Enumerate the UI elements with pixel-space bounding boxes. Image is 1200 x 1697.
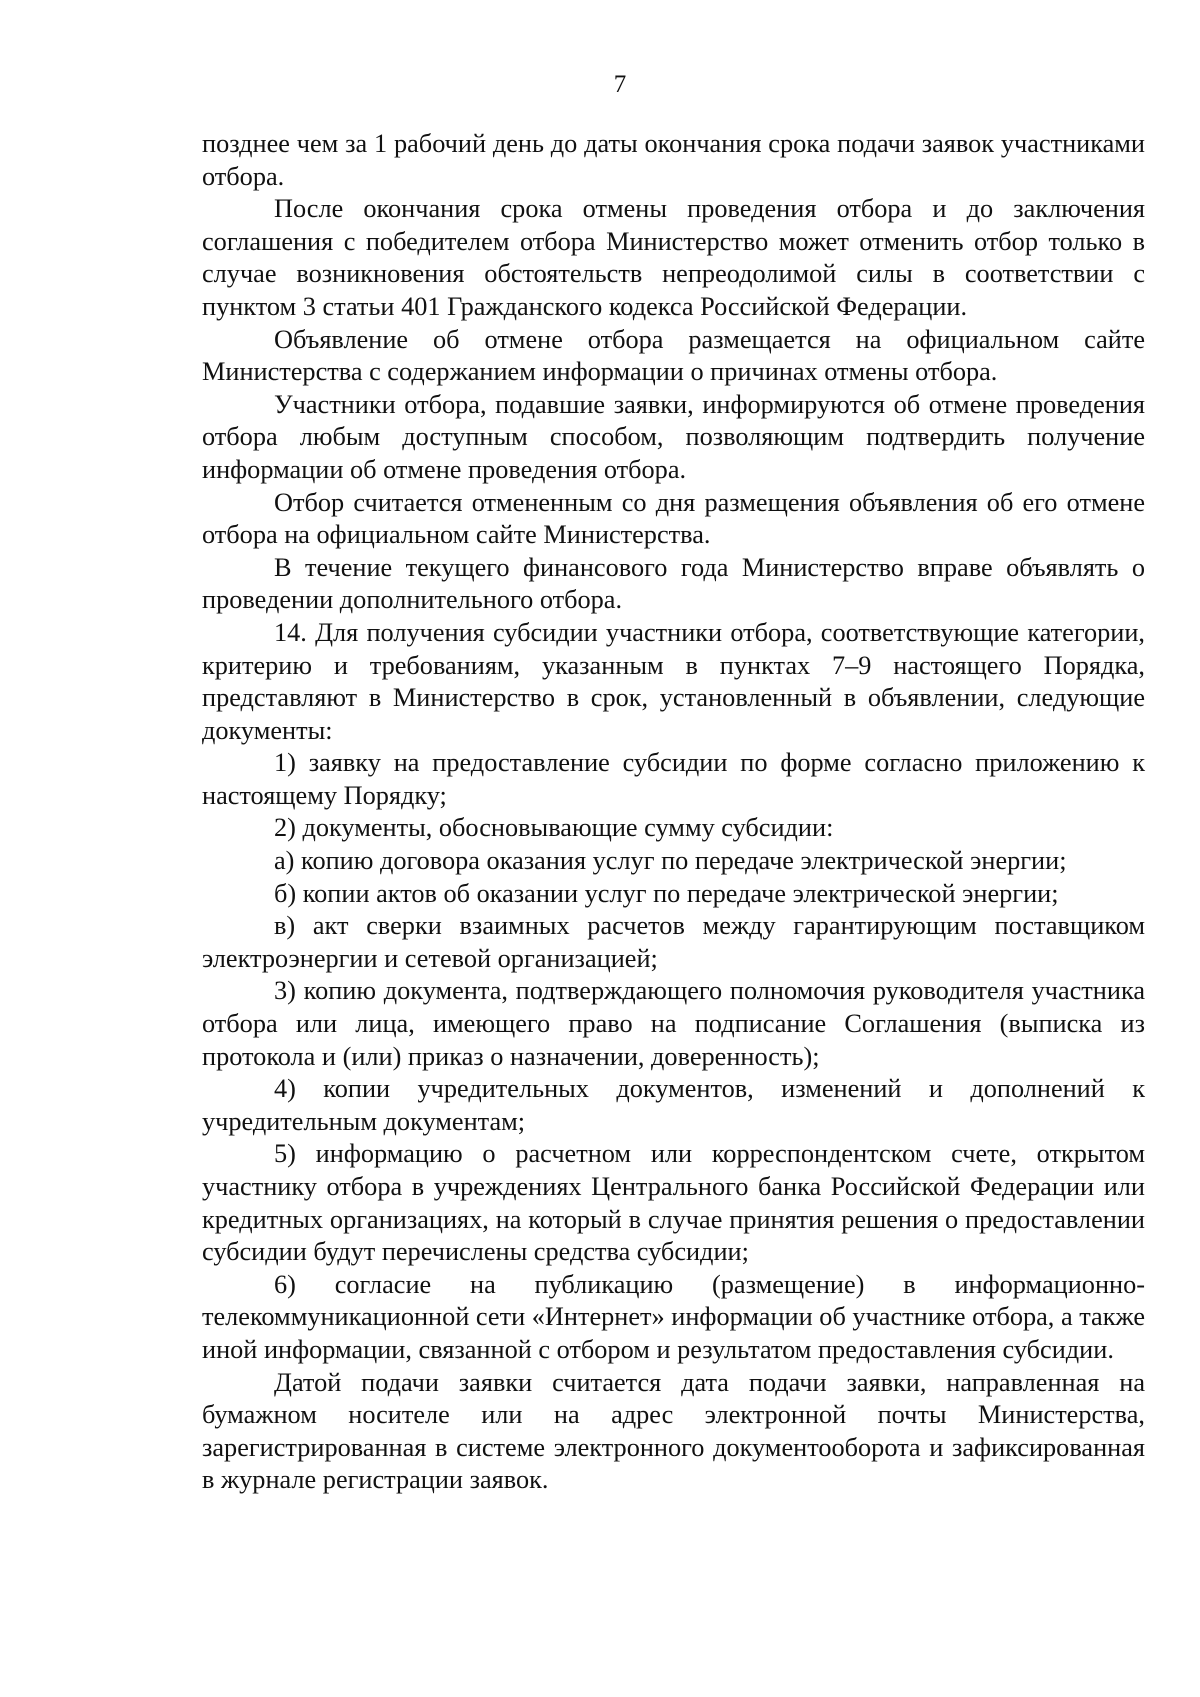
- paragraph-submission-date: Датой подачи заявки считается дата подачи заявки, направленная на бумажном носителе или на адрес электронной почты Министерства, зарегистрированная в системе электронного документооборота и зафиксированная в журнале регистрации заявок.: [202, 1367, 1145, 1495]
- list-item-4-constituent-documents: 4) копии учредительных документов, изменений и дополнений к учредительным документам;: [202, 1074, 1145, 1136]
- paragraph-additional-selection: В течение текущего финансового года Министерство вправе объявлять о проведении дополнительного отбора.: [202, 552, 1145, 615]
- paragraph-cancellation-announcement: Объявление об отмене отбора размещается на официальном сайте Министерства с содержанием информации о причинах отмены отбора.: [202, 324, 1145, 387]
- list-item-6-publication-consent: 6) согласие на публикацию (размещение) в информационно-телекоммуникационной сети «Интернет» информации об участнике отбора, а также иной информации, связанной с отбором и результатом предоставления субсидии.: [202, 1269, 1145, 1364]
- paragraph-continuation: позднее чем за 1 рабочий день до даты окончания срока подачи заявок участниками отбора.: [202, 129, 1145, 191]
- paragraph-cancellation-effective: Отбор считается отмененным со дня размещения объявления об его отмене отбора на официальном сайте Министерства.: [202, 487, 1145, 550]
- paragraph-participants-informed: Участники отбора, подавшие заявки, информируются об отмене проведения отбора любым доступным способом, позволяющим подтвердить получение информации об отмене проведения отбора.: [202, 389, 1145, 484]
- list-item-2c-reconciliation-act: в) акт сверки взаимных расчетов между гарантирующим поставщиком электроэнергии и сетевой организацией;: [202, 911, 1145, 973]
- list-item-2a-contract-copy: а) копию договора оказания услуг по передаче электрической энергии;: [274, 846, 1067, 876]
- paragraph-item-14: 14. Для получения субсидии участники отбора, соответствующие категории, критерию и требованиям, указанным в пунктах 7–9 настоящего Порядка, представляют в Министерство в срок, установленный в объявлении, следующие документы:: [202, 617, 1145, 745]
- paragraph-cancellation-after-deadline: После окончания срока отмены проведения отбора и до заключения соглашения с победителем отбора Министерство может отменить отбор только в случае возникновения обстоятельств непреодолимой силы в соответствии с пунктом 3 статьи 401 Гражданского кодекса Российской Федерации.: [202, 194, 1145, 321]
- list-item-1-application: 1) заявку на предоставление субсидии по форме согласно приложению к настоящему Порядку;: [202, 748, 1145, 810]
- list-item-3-authority-document: 3) копию документа, подтверждающего полномочия руководителя участника отбора или лица, имеющего право на подписание Соглашения (выписка из протокола и (или) приказ о назначении, доверенность);: [202, 976, 1145, 1071]
- list-item-5-bank-account-info: 5) информацию о расчетном или корреспондентском счете, открытом участнику отбора в учреждениях Центрального банка Российской Федерации или кредитных организациях, на который в случае принятия решения о предоставлении субсидии будут перечислены средства субсидии;: [202, 1139, 1145, 1267]
- list-item-2-justifying-documents: 2) документы, обосновывающие сумму субсидии:: [274, 813, 834, 843]
- list-item-2b-acts-copies: б) копии актов об оказании услуг по передаче электрической энергии;: [274, 878, 1059, 908]
- document-body: [202, 128, 1145, 1497]
- page-number: 7: [613, 71, 627, 98]
